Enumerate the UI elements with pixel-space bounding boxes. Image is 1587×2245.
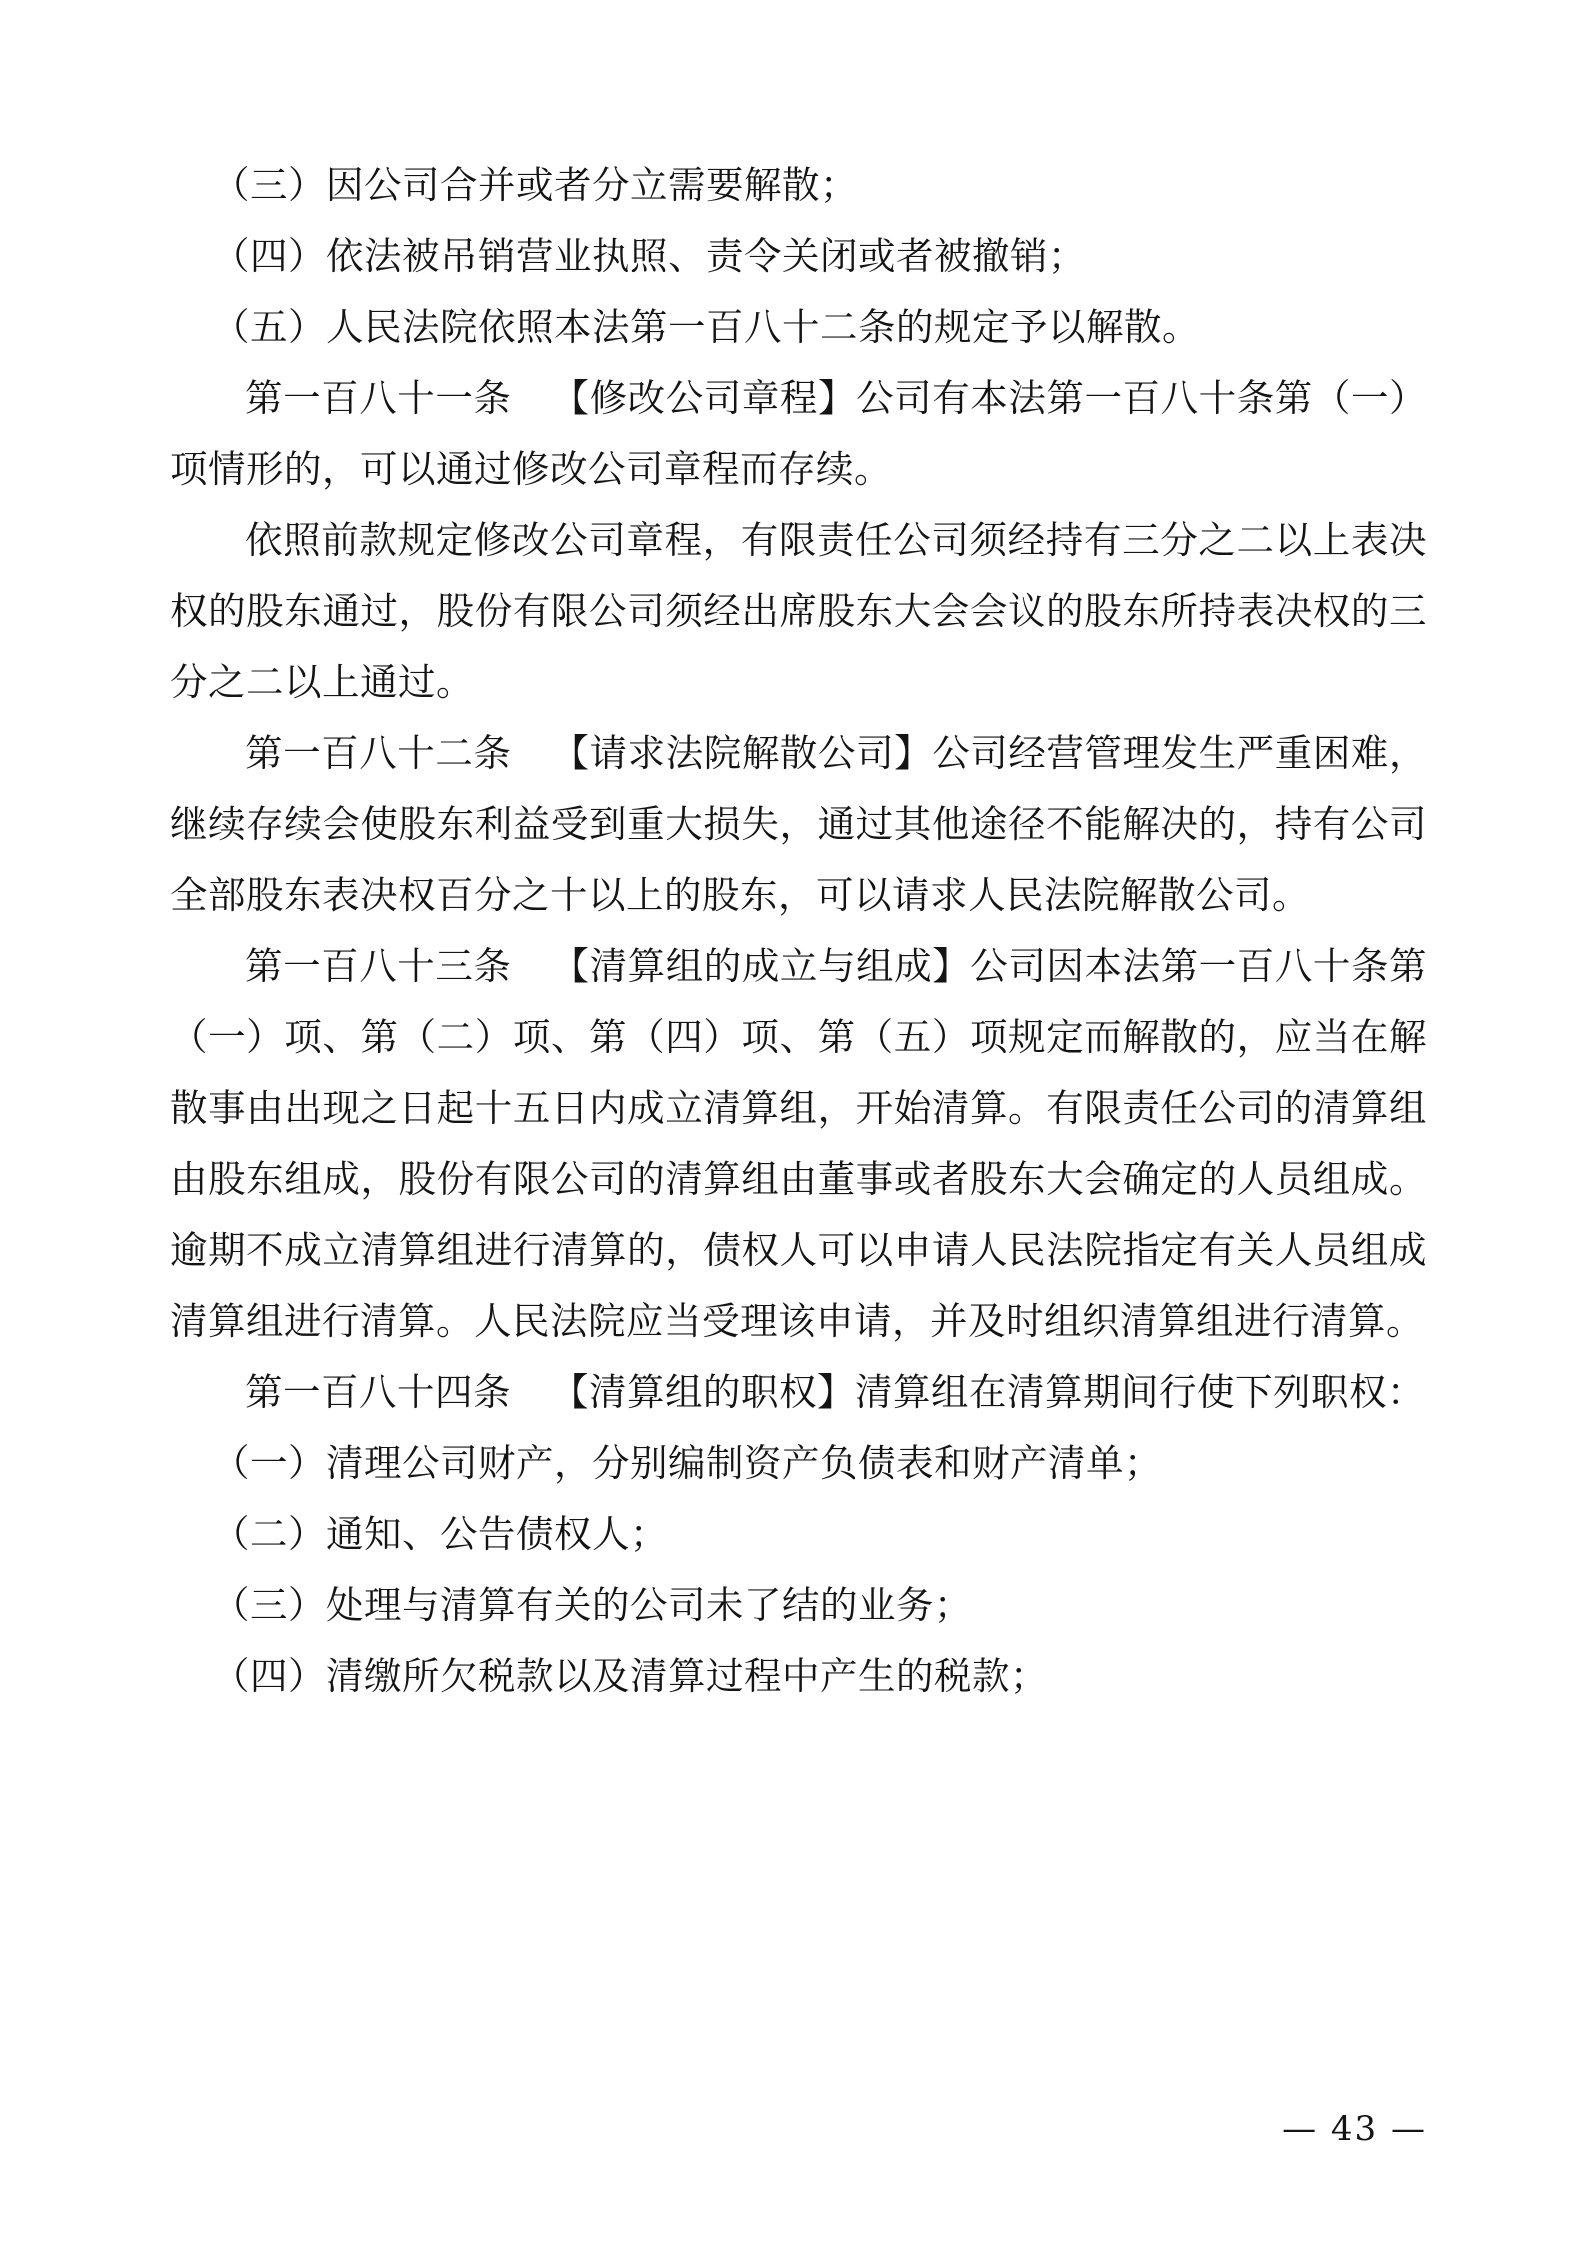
article-paragraph [170,931,1427,1357]
article-heading: 【修改公司章程】 [551,376,857,420]
list-item: （三）处理与清算有关的公司未了结的业务； [212,1583,972,1627]
article-number: 第一百八十二条 [245,731,512,775]
page-number: — 43 — [1282,2109,1427,2149]
page-body [170,150,1427,1712]
list-item: （四）清缴所欠税款以及清算过程中产生的税款； [212,1654,1048,1698]
article-paragraph [170,1357,1427,1428]
article-text: 公司经营管理发生严重困难，继续存续会使股东利益受到重大损失，通过其他途径不能解决的，持有公司全部股东表决权百分之十以上的股东，可以请求人民法院解散公司。 [170,731,1428,917]
list-item: （五）人民法院依照本法第一百八十二条的规定予以解散。 [212,305,1200,349]
list-item: （三）因公司合并或者分立需要解散； [212,163,858,207]
article-number: 第一百八十四条 [245,1370,511,1414]
list-item: （四）依法被吊销营业执照、责令关闭或者被撤销； [212,234,1086,278]
article-heading: 【清算组的成立与组成】 [551,944,971,988]
article-text: 公司有本法第一百八十条第（一）项情形的，可以通过修改公司章程而存续。 [170,376,1428,491]
article-heading: 【清算组的职权】 [551,1370,855,1414]
article-heading: 【请求法院解散公司】 [551,731,933,775]
list-item: （二）通知、公告债权人； [212,1512,668,1556]
article-paragraph [170,718,1427,931]
article-number: 第一百八十三条 [245,944,512,988]
article-text: 清算组在清算期间行使下列职权： [855,1370,1425,1414]
article-text: 公司因本法第一百八十条第（一）项、第（二）项、第（四）项、第（五）项规定而解散的，应当在解散事由出现之日起十五日内成立清算组，开始清算。有限责任公司的清算组由股东组成，股份有限公司的清算组由董事或者股东大会确定的人员组成。逾期不成立清算组进行清算的，债权人可以申请人民法院指定有关人员组成清算组进行清算。人民法院应当受理该申请，并及时组织清算组进行清算。 [170,944,1428,1343]
article-number: 第一百八十一条 [245,376,512,420]
article-continuation: 依照前款规定修改公司章程，有限责任公司须经持有三分之二以上表决权的股东通过，股份有限公司须经出席股东大会会议的股东所持表决权的三分之二以上通过。 [170,518,1427,704]
article-paragraph [170,363,1427,505]
list-item: （一）清理公司财产，分别编制资产负债表和财产清单； [212,1441,1162,1485]
